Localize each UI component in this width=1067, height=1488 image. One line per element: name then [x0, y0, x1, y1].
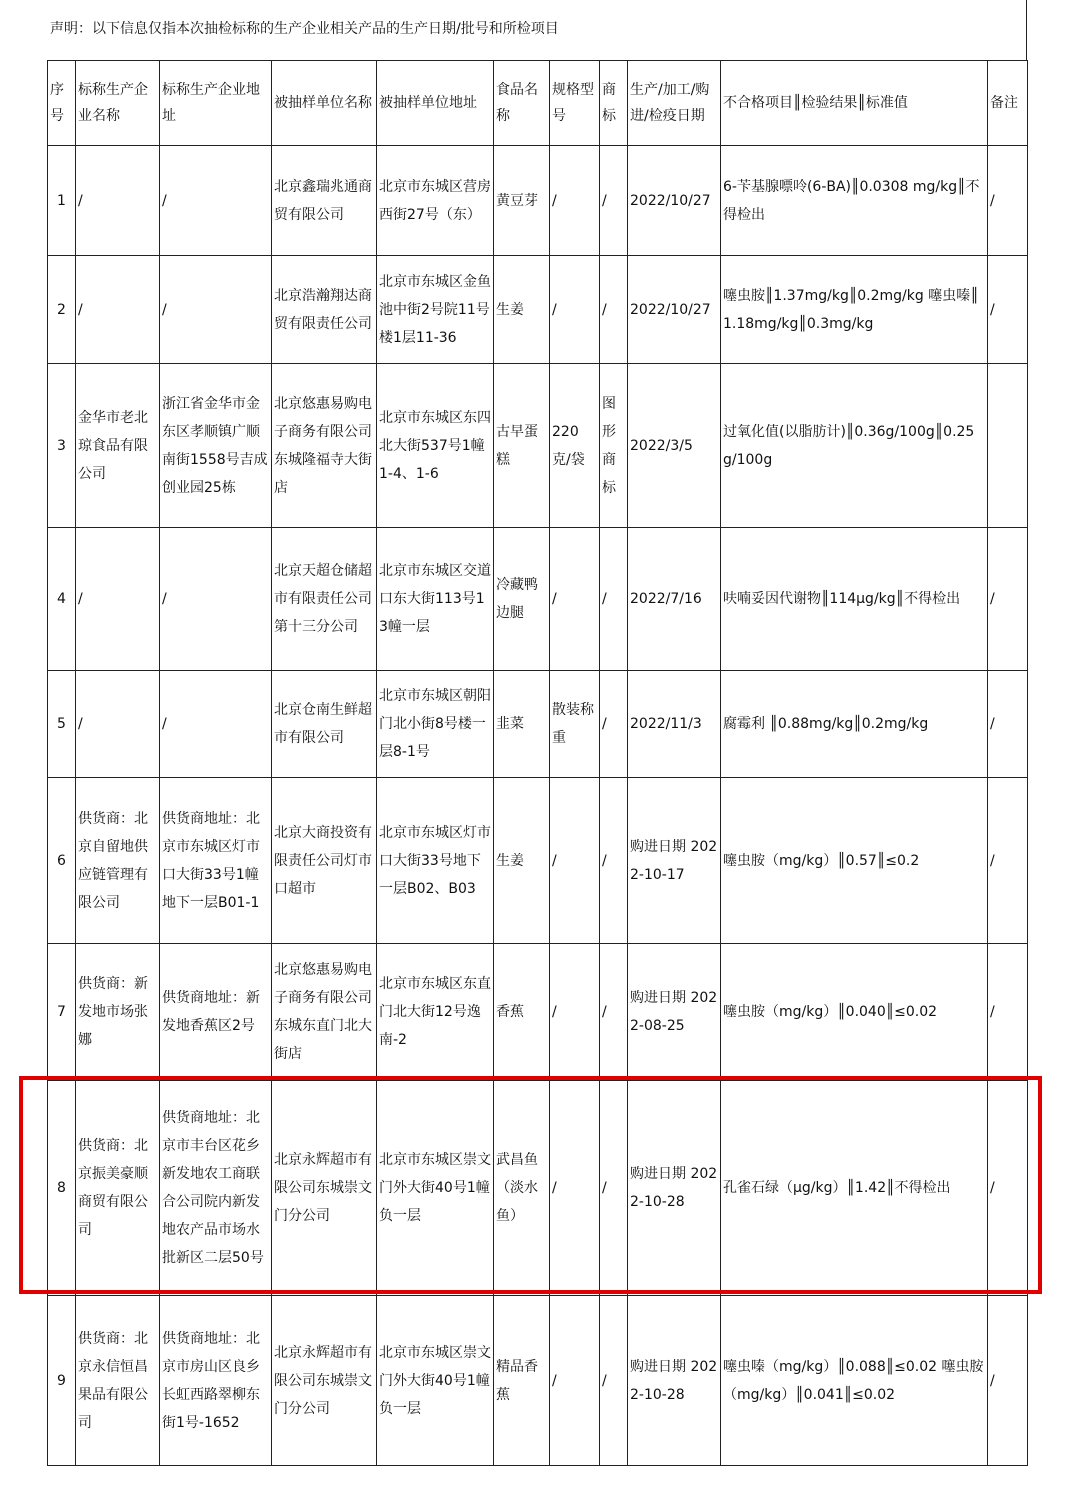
- cell-food: 生姜: [494, 778, 550, 944]
- cell-failed-item: 噻虫胺（mg/kg）║0.040║≤0.02: [721, 944, 988, 1081]
- cell-note: /: [988, 944, 1028, 1081]
- cell-producer: /: [76, 256, 160, 364]
- cell-seq: 8: [48, 1081, 76, 1296]
- cell-date: 2022/11/3: [628, 671, 721, 778]
- cell-brand: /: [600, 671, 628, 778]
- cell-seq: 9: [48, 1296, 76, 1466]
- cell-brand: /: [600, 528, 628, 671]
- header-food-name: 食品名称: [494, 61, 550, 146]
- cell-brand: /: [600, 1081, 628, 1296]
- cell-producer-address: 浙江省金华市金东区孝顺镇广顺南街1558号吉成创业园25栋: [160, 364, 272, 528]
- header-note: 备注: [988, 61, 1028, 146]
- cell-failed-item: 噻虫胺║1.37mg/kg║0.2mg/kg 噻虫嗪║1.18mg/kg║0.3mg/kg: [721, 256, 988, 364]
- cell-producer: 供货商：北京振美豪顺商贸有限公司: [76, 1081, 160, 1296]
- cell-failed-item: 孔雀石绿（μg/kg）║1.42║不得检出: [721, 1081, 988, 1296]
- cell-unit-address: 北京市东城区崇文门外大街40号1幢负一层: [377, 1081, 494, 1296]
- disclaimer-notice: 声明：以下信息仅指本次抽检标称的生产企业相关产品的生产日期/批号和所检项目: [50, 21, 559, 37]
- cell-producer-address: 供货商地址：北京市房山区良乡长虹西路翠柳东街1号-1652: [160, 1296, 272, 1466]
- cell-producer-address: /: [160, 528, 272, 671]
- cell-unit: 北京悠惠易购电子商务有限公司东城东直门北大街店: [272, 944, 377, 1081]
- header-seq: 序号: [48, 61, 76, 146]
- table-row: [48, 364, 1028, 528]
- header-producer-name: 标称生产企业名称: [76, 61, 160, 146]
- cell-date: 购进日期 2022-10-28: [628, 1081, 721, 1296]
- cell-failed-item: 腐霉利 ║0.88mg/kg║0.2mg/kg: [721, 671, 988, 778]
- cell-producer: /: [76, 528, 160, 671]
- cell-date: 2022/7/16: [628, 528, 721, 671]
- cell-seq: 6: [48, 778, 76, 944]
- cell-failed-item: 噻虫胺（mg/kg）║0.57║≤0.2: [721, 778, 988, 944]
- header-sampled-unit: 被抽样单位名称: [272, 61, 377, 146]
- cell-failed-item: 噻虫嗪（mg/kg）║0.088║≤0.02 噻虫胺（mg/kg）║0.041║≤0.02: [721, 1296, 988, 1466]
- table-row: [48, 944, 1028, 1081]
- cell-unit-address: 北京市东城区朝阳门北小街8号楼一层8-1号: [377, 671, 494, 778]
- cell-spec: 220克/袋: [550, 364, 600, 528]
- inspection-results-table: [47, 60, 1028, 1466]
- cell-food: 冷藏鸭边腿: [494, 528, 550, 671]
- cell-unit-address: 北京市东城区金鱼池中街2号院11号楼1层11-36: [377, 256, 494, 364]
- cell-unit: 北京浩瀚翔达商贸有限责任公司: [272, 256, 377, 364]
- cell-unit-address: 北京市东城区东四北大街537号1幢1-4、1-6: [377, 364, 494, 528]
- header-spec: 规格型号: [550, 61, 600, 146]
- cell-seq: 5: [48, 671, 76, 778]
- cell-unit-address: 北京市东城区东直门北大街12号逸南-2: [377, 944, 494, 1081]
- cell-producer: /: [76, 146, 160, 256]
- cell-note: /: [988, 1081, 1028, 1296]
- cell-unit-address: 北京市东城区营房西街27号（东）: [377, 146, 494, 256]
- cell-food: 生姜: [494, 256, 550, 364]
- cell-food: 武昌鱼（淡水鱼）: [494, 1081, 550, 1296]
- cell-producer-address: /: [160, 671, 272, 778]
- header-brand: 商标: [600, 61, 628, 146]
- cell-producer-address: /: [160, 256, 272, 364]
- table-row: [48, 1296, 1028, 1466]
- cell-food: 古早蛋糕: [494, 364, 550, 528]
- cell-spec: /: [550, 256, 600, 364]
- table-row: [48, 146, 1028, 256]
- cell-date: 购进日期 2022-10-28: [628, 1296, 721, 1466]
- cell-producer: 金华市老北琼食品有限公司: [76, 364, 160, 528]
- cell-failed-item: 呋喃妥因代谢物║114μg/kg║不得检出: [721, 528, 988, 671]
- page-frame-edge: [1026, 0, 1027, 60]
- cell-producer-address: 供货商地址：北京市丰台区花乡新发地农工商联合公司院内新发地农产品市场水批新区二层50号: [160, 1081, 272, 1296]
- cell-unit: 北京悠惠易购电子商务有限公司东城隆福寺大街店: [272, 364, 377, 528]
- cell-note: [988, 364, 1028, 528]
- cell-note: /: [988, 778, 1028, 944]
- cell-spec: /: [550, 1081, 600, 1296]
- cell-failed-item: 6-苄基腺嘌呤(6-BA)║0.0308 mg/kg║不得检出: [721, 146, 988, 256]
- table-row: [48, 778, 1028, 944]
- cell-brand: /: [600, 944, 628, 1081]
- cell-brand: /: [600, 778, 628, 944]
- cell-unit-address: 北京市东城区灯市口大街33号地下一层B02、B03: [377, 778, 494, 944]
- cell-spec: /: [550, 146, 600, 256]
- cell-date: 购进日期 2022-08-25: [628, 944, 721, 1081]
- cell-spec: 散装称重: [550, 671, 600, 778]
- cell-unit: 北京大商投资有限责任公司灯市口超市: [272, 778, 377, 944]
- table-header-row: [48, 61, 1028, 146]
- cell-food: 韭菜: [494, 671, 550, 778]
- header-failed-item: 不合格项目║检验结果║标准值: [721, 61, 988, 146]
- cell-note: /: [988, 1296, 1028, 1466]
- cell-producer-address: 供货商地址：新发地香蕉区2号: [160, 944, 272, 1081]
- cell-failed-item: 过氧化值(以脂肪计)║0.36g/100g║0.25g/100g: [721, 364, 988, 528]
- cell-seq: 3: [48, 364, 76, 528]
- cell-spec: /: [550, 528, 600, 671]
- cell-producer: /: [76, 671, 160, 778]
- cell-producer-address: /: [160, 146, 272, 256]
- cell-brand: /: [600, 1296, 628, 1466]
- cell-unit-address: 北京市东城区交道口东大街113号13幢一层: [377, 528, 494, 671]
- table-row: [48, 256, 1028, 364]
- cell-date: 购进日期 2022-10-17: [628, 778, 721, 944]
- cell-producer: 供货商：北京自留地供应链管理有限公司: [76, 778, 160, 944]
- cell-producer: 供货商：新发地市场张娜: [76, 944, 160, 1081]
- cell-date: 2022/10/27: [628, 146, 721, 256]
- cell-seq: 1: [48, 146, 76, 256]
- cell-unit: 北京天超仓储超市有限责任公司第十三分公司: [272, 528, 377, 671]
- cell-date: 2022/3/5: [628, 364, 721, 528]
- cell-food: 黄豆芽: [494, 146, 550, 256]
- cell-spec: /: [550, 1296, 600, 1466]
- cell-unit: 北京鑫瑞兆通商贸有限公司: [272, 146, 377, 256]
- cell-note: /: [988, 146, 1028, 256]
- cell-note: /: [988, 671, 1028, 778]
- cell-note: /: [988, 256, 1028, 364]
- cell-date: 2022/10/27: [628, 256, 721, 364]
- header-producer-address: 标称生产企业地址: [160, 61, 272, 146]
- cell-unit: 北京永辉超市有限公司东城崇文门分公司: [272, 1081, 377, 1296]
- cell-spec: /: [550, 778, 600, 944]
- cell-brand: 图形商标: [600, 364, 628, 528]
- table-row: [48, 671, 1028, 778]
- table-row: [48, 528, 1028, 671]
- table-row: [48, 1081, 1028, 1296]
- header-date: 生产/加工/购进/检疫日期: [628, 61, 721, 146]
- cell-note: /: [988, 528, 1028, 671]
- cell-seq: 2: [48, 256, 76, 364]
- cell-food: 精品香蕉: [494, 1296, 550, 1466]
- cell-brand: /: [600, 146, 628, 256]
- cell-brand: /: [600, 256, 628, 364]
- cell-producer-address: 供货商地址：北京市东城区灯市口大街33号1幢地下一层B01-1: [160, 778, 272, 944]
- cell-unit: 北京永辉超市有限公司东城崇文门分公司: [272, 1296, 377, 1466]
- cell-food: 香蕉: [494, 944, 550, 1081]
- header-sampled-unit-address: 被抽样单位地址: [377, 61, 494, 146]
- cell-seq: 4: [48, 528, 76, 671]
- cell-seq: 7: [48, 944, 76, 1081]
- cell-unit-address: 北京市东城区崇文门外大街40号1幢负一层: [377, 1296, 494, 1466]
- cell-unit: 北京仓南生鲜超市有限公司: [272, 671, 377, 778]
- cell-spec: /: [550, 944, 600, 1081]
- cell-producer: 供货商：北京永信恒昌果品有限公司: [76, 1296, 160, 1466]
